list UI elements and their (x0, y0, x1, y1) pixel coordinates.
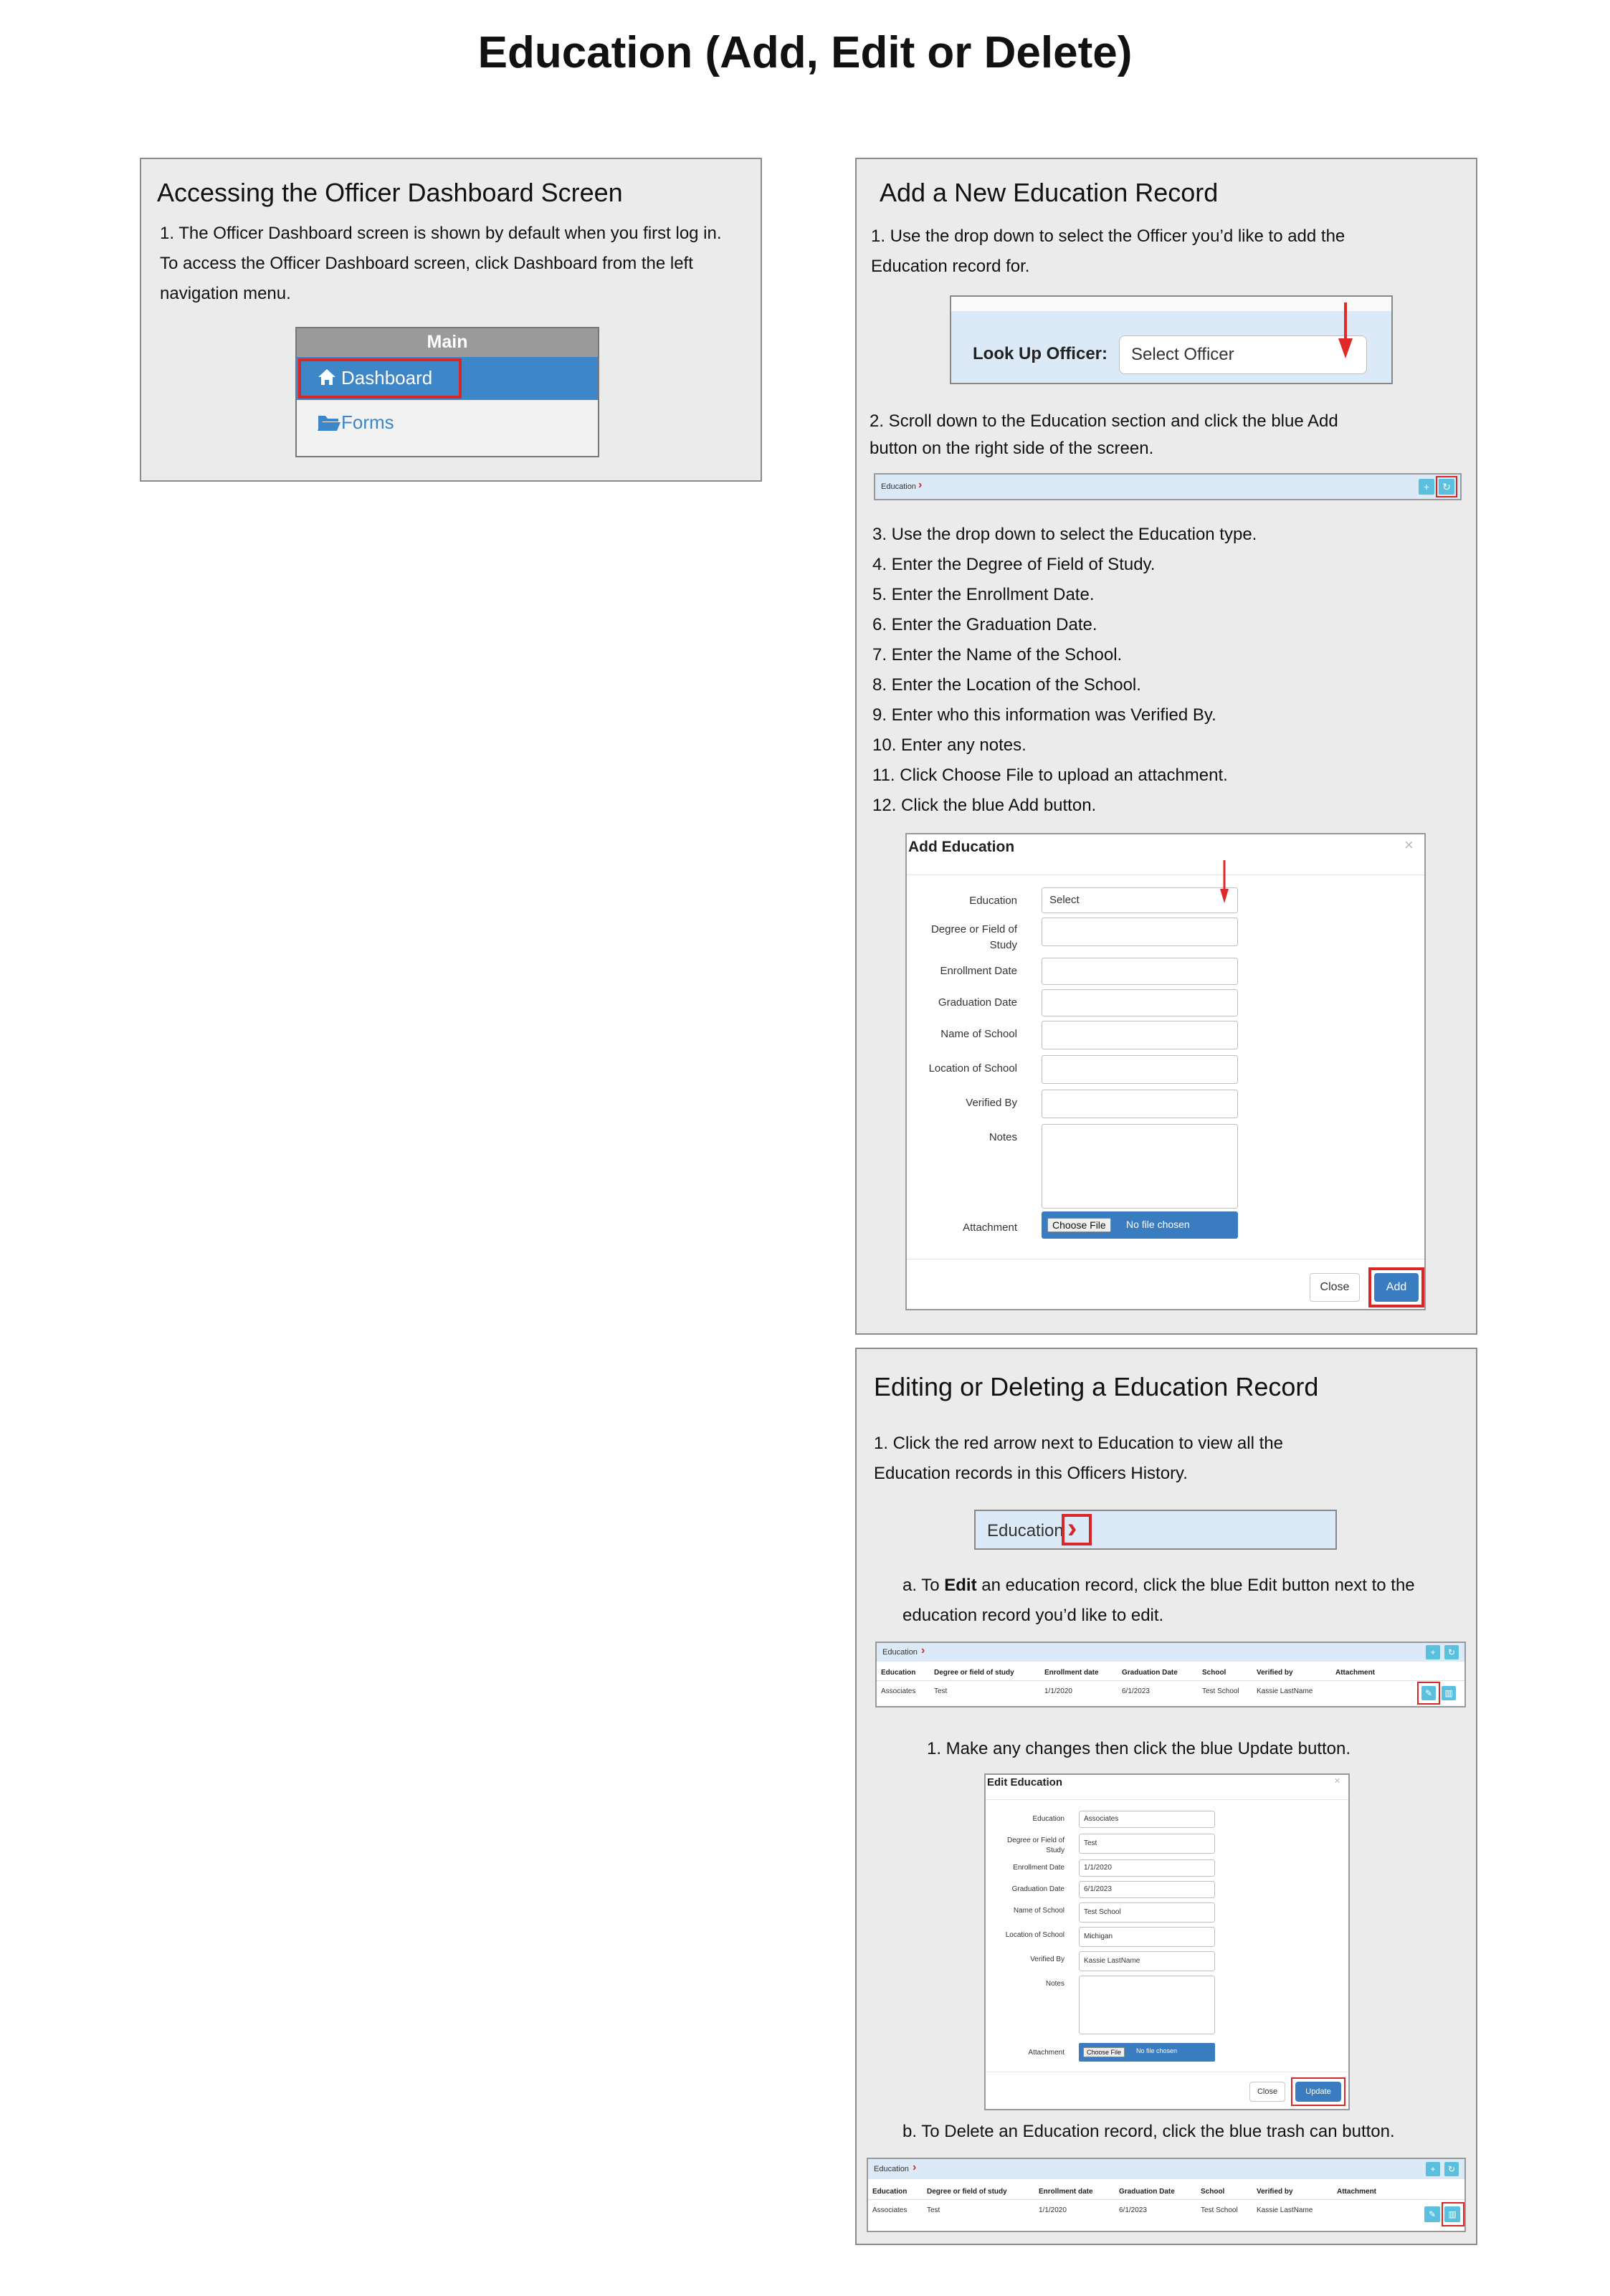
label-notes: Notes (989, 1131, 1017, 1143)
edit-modal-title: Edit Education (987, 1776, 1062, 1788)
add-step2-line2: button on the right side of the screen. (870, 439, 1154, 458)
cell-graduation: 6/1/2023 (1122, 1687, 1150, 1695)
education-select-value: Select (1049, 894, 1080, 906)
verified-by-field[interactable] (1042, 1090, 1238, 1118)
enrollment-date-field[interactable] (1079, 1859, 1215, 1877)
enrollment-date-field[interactable] (1042, 958, 1238, 985)
table-header-strip (868, 2159, 1464, 2179)
add-step-8: 8. Enter the Location of the School. (872, 675, 1141, 695)
access-line-3: navigation menu. (160, 284, 291, 303)
cell-degree: Test (927, 2206, 940, 2214)
nav-menu-screenshot (295, 327, 599, 457)
edit-icon[interactable]: ✎ (1421, 1686, 1436, 1700)
table-section-label: Education (882, 1648, 918, 1657)
label-enrollment: Enrollment Date (1013, 1864, 1064, 1872)
attachment-input[interactable] (1042, 1211, 1238, 1239)
add-step1-line2: Education record for. (871, 257, 1030, 276)
table-divider (877, 1680, 1464, 1681)
chevron-right-icon[interactable]: › (913, 2161, 917, 2173)
close-button[interactable]: Close (1310, 1273, 1360, 1302)
verified-by-value: Kassie LastName (1084, 1957, 1140, 1965)
col-school: School (1202, 1669, 1226, 1677)
add-step-6: 6. Enter the Graduation Date. (872, 615, 1097, 634)
education-select[interactable] (1042, 887, 1238, 913)
edit-step1-line2: Education records in this Officers History. (874, 1464, 1188, 1483)
col-enrollment: Enrollment date (1044, 1669, 1099, 1677)
edit-step-a-post: an education record, click the blue Edit button next to the (976, 1576, 1415, 1595)
attachment-input[interactable] (1079, 2043, 1215, 2062)
add-button-highlight (1368, 1267, 1424, 1307)
degree-field[interactable] (1042, 918, 1238, 946)
nav-item-dashboard-label: Dashboard (341, 367, 433, 389)
edit-sub-step: 1. Make any changes then click the blue Update button. (927, 1739, 1351, 1758)
add-icon[interactable]: + (1426, 1645, 1440, 1659)
degree-field[interactable] (1079, 1834, 1215, 1854)
chevron-right-icon[interactable]: › (921, 1644, 925, 1657)
add-icon[interactable]: + (1419, 479, 1434, 495)
folder-icon (317, 413, 341, 432)
label-education: Education (969, 895, 1017, 907)
add-step-9: 9. Enter who this information was Verified By. (872, 705, 1216, 725)
trash-icon[interactable]: ▥ (1444, 2206, 1460, 2222)
col-verified: Verified by (1257, 2188, 1293, 2196)
choose-file-button[interactable]: Choose File (1047, 1218, 1111, 1232)
nav-item-forms[interactable] (297, 400, 598, 443)
col-attachment: Attachment (1337, 2188, 1377, 2196)
enrollment-date-value: 1/1/2020 (1084, 1864, 1112, 1872)
cell-verified: Kassie LastName (1257, 1687, 1313, 1695)
col-education: Education (872, 2188, 908, 2196)
add-education-modal (905, 833, 1426, 1310)
cell-school: Test School (1201, 2206, 1238, 2214)
access-panel (140, 158, 762, 482)
add-step-5: 5. Enter the Enrollment Date. (872, 585, 1095, 604)
cell-school: Test School (1202, 1687, 1239, 1695)
school-location-value: Michigan (1084, 1933, 1113, 1940)
label-verified: Verified By (1030, 1956, 1064, 1963)
choose-file-button[interactable]: Choose File (1083, 2047, 1125, 2057)
notes-textarea[interactable] (1042, 1124, 1238, 1209)
verified-by-field[interactable] (1079, 1951, 1215, 1971)
no-file-text: No file chosen (1126, 1219, 1190, 1230)
label-verified: Verified By (966, 1097, 1017, 1109)
edit-icon[interactable]: ✎ (1424, 2206, 1440, 2222)
close-icon[interactable]: × (1334, 1775, 1340, 1787)
add-step1-line1: 1. Use the drop down to select the Officer you’d like to add the (871, 227, 1345, 246)
label-location: Location of School (1005, 1931, 1064, 1939)
label-degree-1: Degree or Field of (930, 923, 1017, 935)
label-school: Name of School (940, 1028, 1017, 1040)
access-line-1: 1. The Officer Dashboard screen is shown by default when you first log in. (160, 224, 722, 243)
nav-menu-header (297, 328, 598, 357)
col-verified: Verified by (1257, 1669, 1293, 1677)
cell-education: Associates (881, 1687, 916, 1695)
label-school: Name of School (1013, 1907, 1064, 1915)
education-expand-strip (974, 1510, 1337, 1550)
refresh-icon[interactable]: ↻ (1444, 1645, 1459, 1659)
add-heading: Add a New Education Record (880, 178, 1219, 207)
access-heading: Accessing the Officer Dashboard Screen (157, 178, 623, 207)
add-step-4: 4. Enter the Degree of Field of Study. (872, 555, 1156, 574)
school-name-field[interactable] (1079, 1902, 1215, 1923)
page-title: Education (Add, Edit or Delete) (477, 28, 1133, 77)
education-table-edit (875, 1642, 1466, 1707)
cell-education: Associates (872, 2206, 908, 2214)
education-section-strip (874, 473, 1462, 500)
label-enrollment: Enrollment Date (940, 965, 1017, 977)
edit-button-highlight (1417, 1682, 1440, 1705)
edit-step-a-bold: Edit (944, 1576, 977, 1595)
refresh-icon[interactable]: ↻ (1444, 2162, 1459, 2176)
label-attachment: Attachment (1028, 2049, 1064, 2057)
label-degree-1: Degree or Field of (1006, 1837, 1064, 1844)
add-button-highlight (1436, 476, 1457, 497)
label-location: Location of School (928, 1062, 1017, 1075)
add-step-12: 12. Click the blue Add button. (872, 796, 1097, 815)
education-section-label: Education (881, 482, 916, 491)
nav-menu-header-label: Main (427, 332, 468, 352)
no-file-text: No file chosen (1136, 2047, 1178, 2054)
edit-step-a-pre: a. To (902, 1576, 945, 1595)
label-attachment: Attachment (963, 1221, 1017, 1234)
update-button-highlight (1291, 2077, 1345, 2106)
close-icon[interactable]: × (1404, 836, 1414, 854)
edit-step-a-line2: education record you’d like to edit. (902, 1606, 1164, 1625)
label-graduation: Graduation Date (938, 996, 1017, 1009)
label-degree-2: Study (989, 939, 1017, 951)
edit-heading: Editing or Deleting a Education Record (874, 1372, 1319, 1401)
school-name-field[interactable] (1042, 1021, 1238, 1049)
table-section-label: Education (874, 2165, 909, 2173)
label-graduation: Graduation Date (1011, 1885, 1064, 1893)
add-step-11: 11. Click Choose File to upload an attachment. (872, 766, 1228, 785)
add-step-3: 3. Use the drop down to select the Education type. (872, 525, 1257, 544)
trash-button-highlight (1442, 2202, 1464, 2226)
education-select-value: Associates (1084, 1815, 1119, 1823)
add-panel (855, 158, 1477, 1335)
col-degree: Degree or field of study (927, 2188, 1007, 2196)
chevron-right-icon[interactable]: › (918, 479, 923, 491)
school-name-value: Test School (1084, 1908, 1121, 1916)
col-enrollment: Enrollment date (1039, 2188, 1093, 2196)
nav-item-forms-label: Forms (341, 411, 394, 433)
graduation-date-field[interactable] (1079, 1881, 1215, 1898)
school-location-field[interactable] (1042, 1055, 1238, 1084)
add-step2-line1: 2. Scroll down to the Education section and click the blue Add (870, 411, 1338, 431)
graduation-date-field[interactable] (1042, 989, 1238, 1016)
education-select[interactable] (1079, 1811, 1215, 1828)
lookup-officer-screenshot (950, 295, 1393, 384)
lookup-officer-label: Look Up Officer: (973, 344, 1108, 363)
access-line-2: To access the Officer Dashboard screen, click Dashboard from the left (160, 254, 693, 273)
chevron-highlight (1062, 1514, 1092, 1545)
trash-icon[interactable]: ▥ (1442, 1686, 1456, 1700)
degree-field-value: Test (1084, 1839, 1097, 1847)
lookup-top-strip (951, 297, 1391, 311)
edit-step-b: b. To Delete an Education record, click the blue trash can button. (902, 2122, 1395, 2141)
edit-modal-header-divider (986, 1799, 1348, 1800)
label-notes: Notes (1045, 1980, 1064, 1988)
table-header-strip (877, 1643, 1464, 1662)
school-location-field[interactable] (1079, 1927, 1215, 1947)
col-school: School (1201, 2188, 1225, 2196)
close-button[interactable]: Close (1249, 2082, 1285, 2102)
label-degree-2: Study (1046, 1847, 1064, 1854)
add-modal-title: Add Education (908, 839, 1015, 855)
table-divider (868, 2199, 1464, 2200)
add-step-10: 10. Enter any notes. (872, 735, 1027, 755)
add-step-7: 7. Enter the Name of the School. (872, 645, 1123, 664)
cell-verified: Kassie LastName (1257, 2206, 1313, 2214)
cell-enrollment: 1/1/2020 (1044, 1687, 1072, 1695)
add-button[interactable]: Add (1374, 1273, 1419, 1302)
refresh-icon[interactable]: ↻ (1439, 479, 1454, 495)
col-attachment: Attachment (1335, 1669, 1376, 1677)
edit-step-a-line1 (902, 1576, 1415, 1596)
edit-education-modal (984, 1773, 1350, 2110)
cell-graduation: 6/1/2023 (1119, 2206, 1147, 2214)
lookup-officer-select-value: Select Officer (1131, 345, 1234, 364)
red-arrow-icon (1337, 303, 1354, 360)
col-graduation: Graduation Date (1122, 1669, 1178, 1677)
edit-step1-line1: 1. Click the red arrow next to Education to view all the (874, 1434, 1283, 1453)
label-education: Education (1032, 1815, 1064, 1823)
cell-enrollment: 1/1/2020 (1039, 2206, 1067, 2214)
education-expand-label: Education (987, 1521, 1064, 1540)
col-graduation: Graduation Date (1119, 2188, 1175, 2196)
notes-textarea[interactable] (1079, 1976, 1215, 2034)
graduation-date-value: 6/1/2023 (1084, 1885, 1112, 1893)
add-icon[interactable]: + (1426, 2162, 1440, 2176)
col-degree: Degree or field of study (934, 1669, 1014, 1677)
edit-panel (855, 1348, 1477, 2245)
lookup-officer-select[interactable] (1119, 335, 1367, 374)
red-arrow-icon (1219, 860, 1229, 905)
dashboard-highlight (298, 358, 462, 399)
cell-degree: Test (934, 1687, 948, 1695)
col-education: Education (881, 1669, 916, 1677)
chevron-right-icon[interactable]: › (1067, 1513, 1077, 1544)
education-table-delete (867, 2158, 1466, 2232)
update-button[interactable]: Update (1295, 2082, 1341, 2102)
